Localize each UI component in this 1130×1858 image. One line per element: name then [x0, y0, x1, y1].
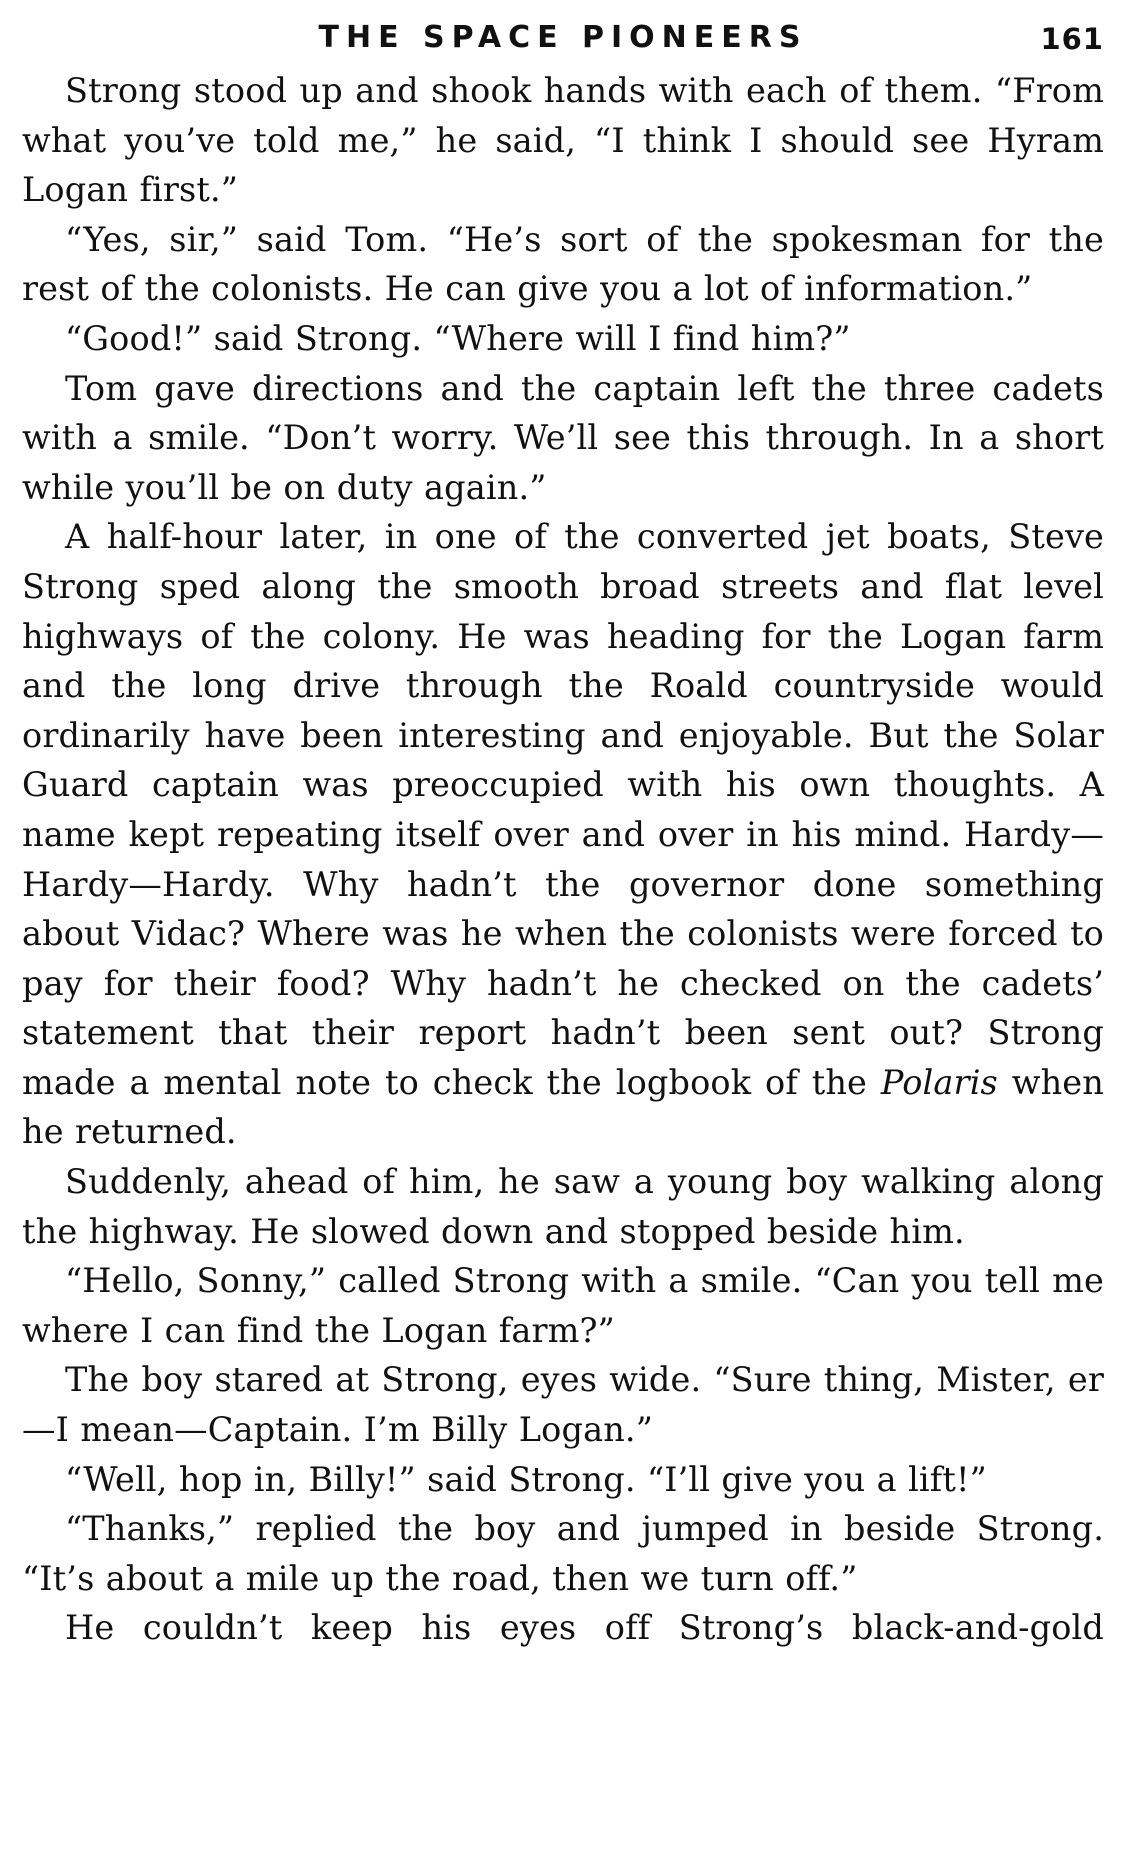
- paragraph: Suddenly, ahead of him, he saw a young boy walking along the highway. He slowed down and stopped beside him.: [22, 1162, 1104, 1251]
- ship-name-italic: Polaris: [880, 1062, 998, 1102]
- page-number: 161: [1040, 22, 1104, 56]
- paragraph: Tom gave directions and the captain left the three cadets with a smile. “Don’t worry. We’ll see this through. In a short while you’ll be on duty again.”: [22, 368, 1104, 507]
- paragraph-with-ship-name: [22, 512, 1104, 1157]
- paragraph: “Thanks,” replied the boy and jumped in beside Strong. “It’s about a mile up the road, then we turn off.”: [22, 1509, 1104, 1598]
- running-header: [22, 8, 1104, 66]
- running-title: THE SPACE PIONEERS: [318, 20, 808, 55]
- body-text: [22, 66, 1104, 1653]
- paragraph: “Well, hop in, Billy!” said Strong. “I’ll give you a lift!”: [65, 1459, 987, 1499]
- book-page: [22, 8, 1104, 1653]
- paragraph-text-end: when he returned.: [22, 1062, 1105, 1152]
- paragraph: The boy stared at Strong, eyes wide. “Sure thing, Mister, er—I mean—Captain. I’m Billy Logan.”: [22, 1360, 1104, 1450]
- paragraph: “Good!” said Strong. “Where will I find him?”: [65, 318, 851, 358]
- paragraph-continued: He couldn’t keep his eyes off Strong’s black-and-gold: [65, 1608, 1104, 1648]
- paragraph-text: A half-hour later, in one of the converted jet boats, Steve Strong sped along the smooth broad streets and flat level highways of the colony. He was heading for the Logan farm and the long drive through the Roald countryside would ordinarily have been interesting and enjoyable. But the Solar Guard captain was preoccupied with his own thoughts. A name kept repeating itself over and over in his mind. Hardy—Hardy—Hardy. Why hadn’t the governor done something about Vidac? Where was he when the colonists were forced to pay for their food? Why hadn’t he checked on the cadets’ statement that their report hadn’t been sent out? Strong made a mental note to check the logbook of the: [22, 517, 1104, 1102]
- paragraph: “Yes, sir,” said Tom. “He’s sort of the spokesman for the rest of the colonists. He can give you a lot of information.”: [22, 219, 1104, 309]
- paragraph: “Hello, Sonny,” called Strong with a smile. “Can you tell me where I can find the Logan farm?”: [22, 1261, 1104, 1350]
- paragraph: Strong stood up and shook hands with each of them. “From what you’ve told me,” he said, “I think I should see Hyram Logan first.”: [22, 71, 1104, 210]
